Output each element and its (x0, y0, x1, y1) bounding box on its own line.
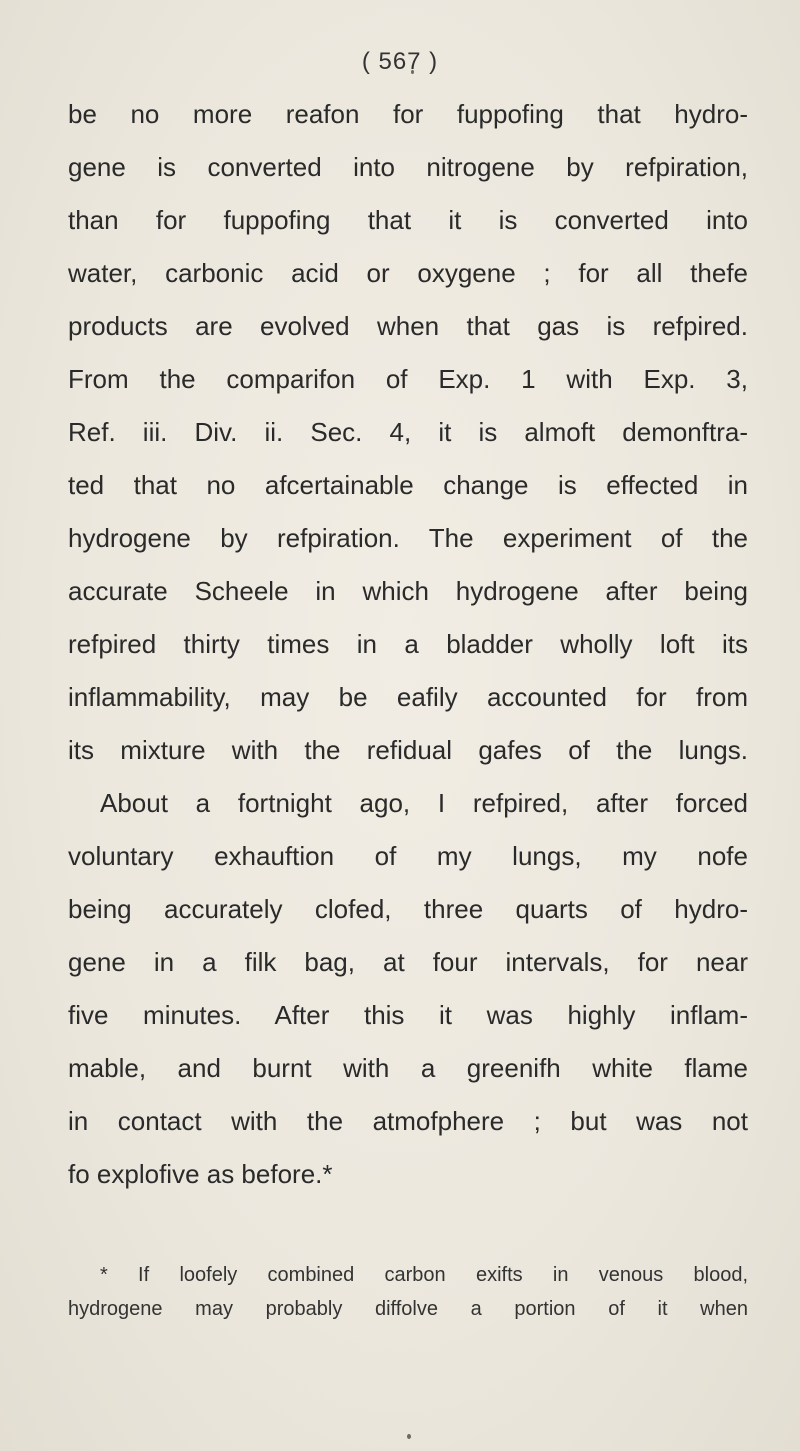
text-line: in contact with the atmofphere ; but was not (68, 1106, 748, 1136)
text-line: gene in a filk bag, at four intervals, for near (68, 947, 748, 977)
text-line: ted that no afcertainable change is effected in (68, 470, 748, 500)
text-line: gene is converted into nitrogene by refpiration, (68, 152, 748, 182)
body-text (68, 88, 748, 1201)
text-line: accurate Scheele in which hydrogene after being (68, 576, 748, 606)
text-line: than for fuppofing that it is converted into (68, 205, 748, 235)
ink-speck (407, 1434, 411, 1439)
text-line: being accurately clofed, three quarts of hydro- (68, 894, 748, 924)
footnote (68, 1258, 748, 1326)
text-line: hydrogene by refpiration. The experiment of the (68, 523, 748, 553)
text-line: be no more reafon for fuppofing that hydro- (68, 99, 748, 129)
page-number: ( 567 ) (361, 48, 439, 75)
text-line: voluntary exhauftion of my lungs, my nofe (68, 841, 748, 871)
text-line: its mixture with the refidual gafes of the lungs. (68, 735, 748, 765)
text-line: fo explofive as before.* (68, 1159, 333, 1189)
text-line: Ref. iii. Div. ii. Sec. 4, it is almoft demonftra- (68, 417, 748, 447)
text-line: inflammability, may be eafily accounted for from (68, 682, 748, 712)
text-line: About a fortnight ago, I refpired, after forced (100, 788, 748, 818)
text-line: refpired thirty times in a bladder wholly loft its (68, 629, 748, 659)
text-line: water, carbonic acid or oxygene ; for all thefe (68, 258, 748, 288)
text-line: From the comparifon of Exp. 1 with Exp. 3, (68, 364, 748, 394)
text-line: mable, and burnt with a greenifh white flame (68, 1053, 748, 1083)
text-line: five minutes. After this it was highly inflam- (68, 1000, 748, 1030)
footnote-line: * If loofely combined carbon exifts in venous blood, (100, 1264, 748, 1286)
text-line: products are evolved when that gas is refpired. (68, 311, 748, 341)
footnote-line: hydrogene may probably diffolve a portion of it when (68, 1298, 748, 1320)
